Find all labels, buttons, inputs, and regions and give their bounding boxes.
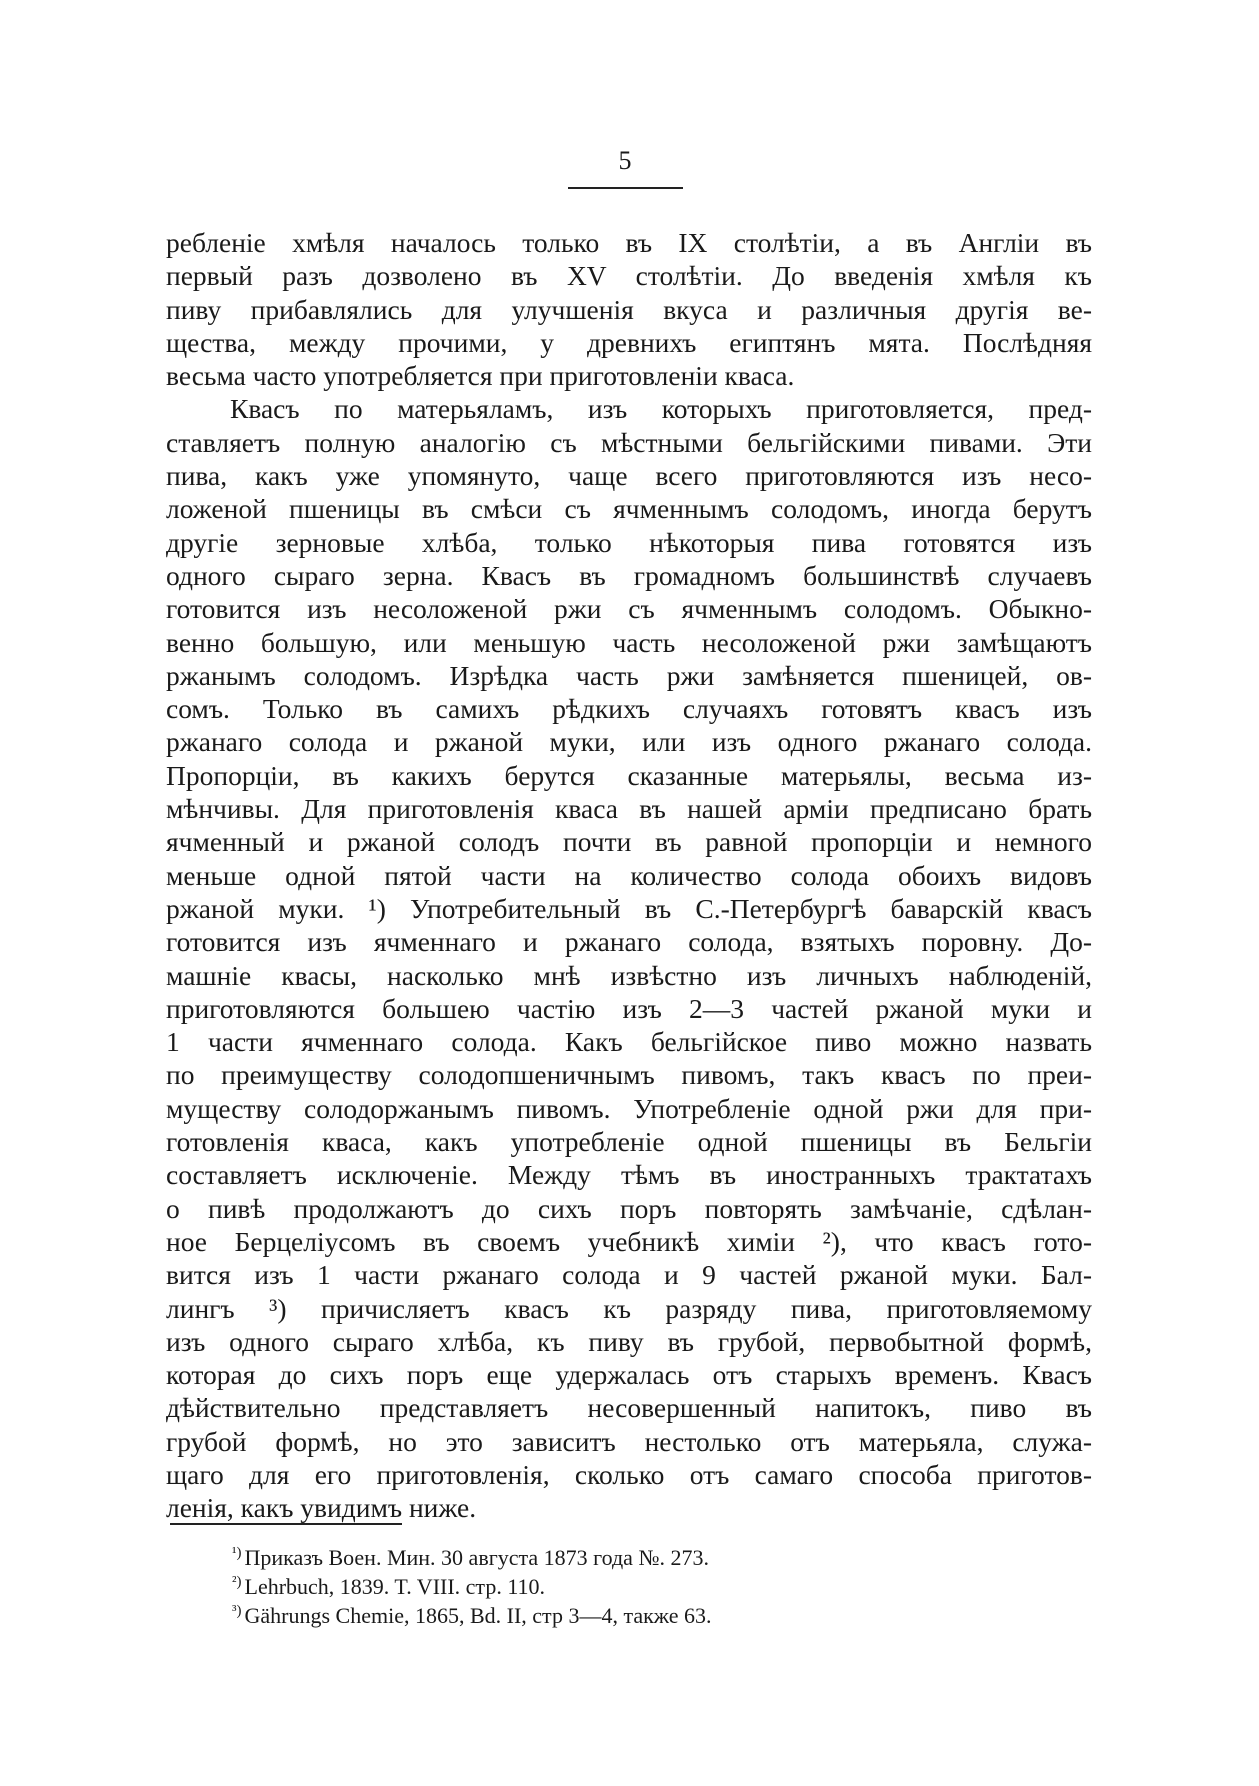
text-line: пиву прибавлялись для улучшенія вкуса и различныя другія ве- <box>166 293 1092 325</box>
text-line: грубой формѣ, но это зависитъ нестолько отъ матерьяла, служа- <box>166 1425 1092 1457</box>
body-text <box>166 226 1092 1525</box>
text-line: венно большую, или меньшую часть несоложеной ржи замѣщаютъ <box>166 626 1092 658</box>
text-line: Пропорціи, въ какихъ берутся сказанные матерьялы, весьма из- <box>166 759 1092 791</box>
text-line: готовленія кваса, какъ употребленіе одной пшеницы въ Бельгіи <box>166 1126 1092 1158</box>
text-line: машніе квасы, насколько мнѣ извѣстно изъ личныхъ наблюденій, <box>166 959 1092 991</box>
text-line: дѣйствительно представляетъ несовершенный напитокъ, пиво въ <box>166 1392 1092 1424</box>
text-line: другіе зерновые хлѣба, только нѣкоторыя пива готовятся изъ <box>166 526 1092 558</box>
footnote-rule <box>170 1523 402 1525</box>
footnote-text: Gährungs Chemie, 1865, Bd. II, стр 3—4, также 63. <box>244 1603 712 1628</box>
text-line: готовится изъ ячменнаго и ржанаго солода, взятыхъ поровну. До- <box>166 926 1092 958</box>
text-line: щаго для его приготовленія, сколько отъ самаго способа приготов- <box>166 1458 1092 1490</box>
footnote <box>232 1601 1032 1630</box>
footnote <box>232 1572 1032 1601</box>
text-line: пива, какъ уже упомянуто, чаще всего приготовляются изъ несо- <box>166 460 1092 492</box>
text-line: первый разъ дозволено въ XV столѣтіи. До введенія хмѣля къ <box>166 260 1092 292</box>
text-line: готовится изъ несоложеной ржи съ ячменнымъ солодомъ. Обыкно- <box>166 593 1092 625</box>
text-line: приготовляются большею частію изъ 2—3 частей ржаной муки и <box>166 992 1092 1024</box>
text-line: ребленіе хмѣля началось только въ IX столѣтіи, а въ Англіи въ <box>166 227 1092 258</box>
text-line: лингъ ³) причисляетъ квасъ къ разряду пива, приготовляемому <box>166 1292 1092 1324</box>
text-line: по преимуществу солодопшеничнымъ пивомъ, такъ квасъ по преи- <box>166 1059 1092 1091</box>
text-line: 1 части ячменнаго солода. Какъ бельгійское пиво можно назвать <box>166 1026 1092 1058</box>
text-line: ложеной пшеницы въ смѣси съ ячменнымъ солодомъ, иногда берутъ <box>166 493 1092 525</box>
text-line: весьма часто употребляется при приготовленіи кваса. <box>166 360 795 392</box>
text-line: меньше одной пятой части на количество солода обоихъ видовъ <box>166 859 1092 891</box>
page-number: 5 <box>618 146 632 175</box>
text-line: ржанымъ солодомъ. Изрѣдка часть ржи замѣняется пшеницей, ов- <box>166 659 1092 691</box>
text-line: щества, между прочими, у древнихъ египтянъ мята. Послѣдняя <box>166 326 1092 358</box>
footnote <box>232 1543 1032 1572</box>
text-line: ржанаго солода и ржаной муки, или изъ одного ржанаго солода. <box>166 726 1092 758</box>
text-line: мѣнчивы. Для приготовленія кваса въ нашей арміи предписано брать <box>166 793 1092 825</box>
text-line: ржаной муки. ¹) Употребительный въ С.-Петербургѣ баварскій квасъ <box>166 892 1092 924</box>
text-line: ное Берцеліусомъ въ своемъ учебникѣ химіи ²), что квасъ гото- <box>166 1225 1092 1257</box>
text-line: ставляетъ полную аналогію съ мѣстными бельгійскими пивами. Эти <box>166 426 1092 458</box>
text-line: о пивѣ продолжаютъ до сихъ поръ повторять замѣчаніе, сдѣлан- <box>166 1192 1092 1224</box>
header-rule <box>568 187 683 189</box>
text-line: составляетъ исключеніе. Между тѣмъ въ иностранныхъ трактатахъ <box>166 1159 1092 1191</box>
text-line: вится изъ 1 части ржанаго солода и 9 частей ржаной муки. Бал- <box>166 1259 1092 1291</box>
text-line: Квасъ по матерьяламъ, изъ которыхъ приготовляется, пред- <box>230 393 1092 425</box>
text-line: сомъ. Только въ самихъ рѣдкихъ случаяхъ готовятъ квасъ изъ <box>166 693 1092 725</box>
footnote-text: Приказъ Воен. Мин. 30 августа 1873 года №. 273. <box>244 1545 709 1570</box>
text-line: ленія, какъ увидимъ ниже. <box>166 1492 477 1524</box>
text-line: ячменный и ржаной солодъ почти въ равной пропорціи и немного <box>166 826 1092 858</box>
footnotes <box>232 1543 1032 1630</box>
footnote-mark: ¹) <box>232 1544 242 1561</box>
footnote-mark: ²) <box>232 1573 242 1590</box>
text-line: которая до сихъ поръ еще удержалась отъ старыхъ временъ. Квасъ <box>166 1359 1092 1391</box>
footnote-mark: ³) <box>232 1602 242 1619</box>
footnote-text: Lehrbuch, 1839. T. VIII. стр. 110. <box>244 1574 546 1599</box>
text-line: изъ одного сыраго хлѣба, къ пиву въ грубой, первобытной формѣ, <box>166 1325 1092 1357</box>
text-line: муществу солодоржанымъ пивомъ. Употребленіе одной ржи для при- <box>166 1092 1092 1124</box>
text-line: одного сыраго зерна. Квасъ въ громадномъ большинствѣ случаевъ <box>166 559 1092 591</box>
